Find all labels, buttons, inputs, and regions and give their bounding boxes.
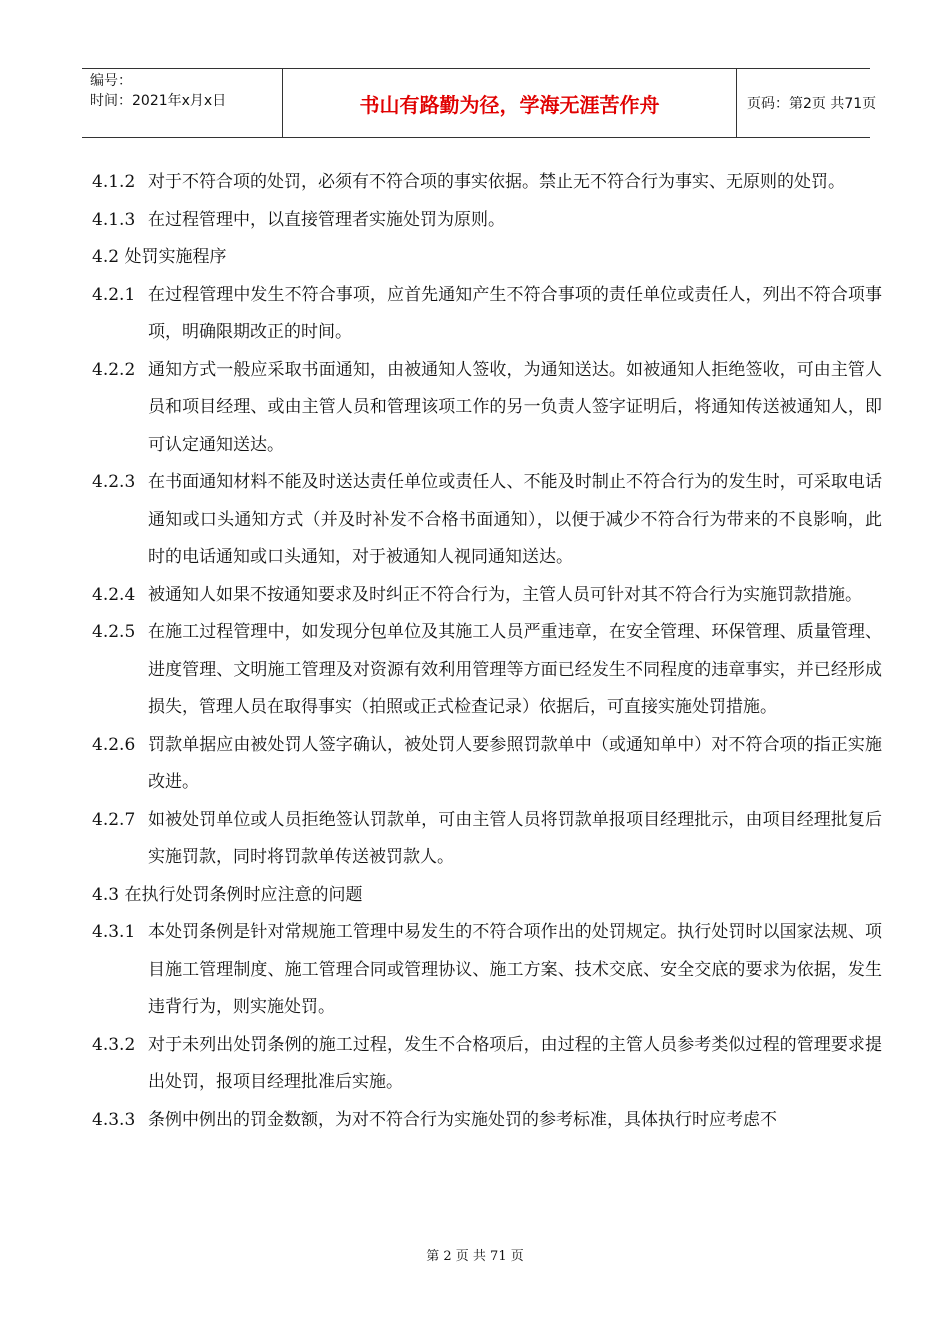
clause-paragraph bbox=[92, 202, 882, 240]
clause-number: 4.3.2 bbox=[92, 1034, 136, 1055]
clause-text: 在施工过程管理中，如发现分包单位及其施工人员严重违章，在安全管理、环保管理、质量管理、进度管理、文明施工管理及对资源有效利用管理等方面已经发生不同程度的违章事实，并已经形成损失，管理人员在取得事实（拍照或正式检查记录）依据后，可直接实施处罚措施。 bbox=[148, 622, 882, 717]
clause-paragraph bbox=[92, 164, 882, 202]
clause-text: 对于未列出处罚条例的施工过程，发生不合格项后，由过程的主管人员参考类似过程的管理要求提出处罚，报项目经理批准后实施。 bbox=[148, 1034, 882, 1092]
clause-number: 4.2.5 bbox=[92, 622, 136, 642]
clause-paragraph bbox=[92, 577, 882, 615]
header-motto: 书山有路勤为径，学海无涯苦作舟 bbox=[282, 69, 737, 137]
clause-number: 4.2.3 bbox=[92, 472, 136, 492]
page-header bbox=[82, 68, 877, 138]
clause-text: 对于不符合项的处罚，必须有不符合项的事实依据。禁止无不符合行为事实、无原则的处罚。 bbox=[148, 172, 845, 192]
clause-text: 在书面通知材料不能及时送达责任单位或责任人、不能及时制止不符合行为的发生时，可采取电话通知或口头通知方式（并及时补发不合格书面通知），以便于减少不符合行为带来的不良影响，此时的电话通知或口头通知，对于被通知人视同通知送达。 bbox=[148, 472, 882, 567]
clause-text: 如被处罚单位或人员拒绝签认罚款单，可由主管人员将罚款单报项目经理批示，由项目经理批复后实施罚款，同时将罚款单传送被罚款人。 bbox=[148, 809, 882, 867]
document-body bbox=[92, 164, 882, 1139]
clause-paragraph bbox=[92, 727, 882, 802]
clause-text: 本处罚条例是针对常规施工管理中易发生的不符合项作出的处罚规定。执行处罚时以国家法规、项目施工管理制度、施工管理合同或管理协议、施工方案、技术交底、安全交底的要求为依据，发生违背行为，则实施处罚。 bbox=[148, 922, 882, 1017]
clause-paragraph bbox=[92, 802, 882, 877]
document-date: 时间：2021年x月x日 bbox=[90, 93, 227, 109]
clause-text: 在过程管理中发生不符合事项，应首先通知产生不符合事项的责任单位或责任人，列出不符合项事项，明确限期改正的时间。 bbox=[148, 284, 882, 342]
clause-number: 4.3.3 bbox=[92, 1109, 136, 1130]
clause-number: 4.2.2 bbox=[92, 359, 136, 380]
clause-paragraph bbox=[92, 914, 882, 1027]
clause-number: 4.2.7 bbox=[92, 809, 136, 830]
clause-paragraph bbox=[92, 1027, 882, 1102]
clause-paragraph bbox=[92, 464, 882, 577]
clause-text: 条例中例出的罚金数额，为对不符合行为实施处罚的参考标准，具体执行时应考虑不 bbox=[148, 1109, 777, 1130]
clause-number: 4.3.1 bbox=[92, 922, 136, 942]
clause-number: 4.2.4 bbox=[92, 584, 136, 605]
clause-paragraph bbox=[92, 1102, 882, 1140]
clause-text: 通知方式一般应采取书面通知，由被通知人签收，为通知送达。如被通知人拒绝签收，可由主管人员和项目经理、或由主管人员和管理该项工作的另一负责人签字证明后，将通知传送被通知人，即可认定通知送达。 bbox=[148, 359, 882, 455]
section-heading: 4.2 处罚实施程序 bbox=[92, 247, 227, 267]
header-info bbox=[82, 69, 282, 137]
document-number: 编号： bbox=[90, 73, 132, 89]
clause-number: 4.1.3 bbox=[92, 209, 136, 230]
clause-text: 在过程管理中，以直接管理者实施处罚为原则。 bbox=[148, 209, 505, 230]
clause-text: 被通知人如果不按通知要求及时纠正不符合行为，主管人员可针对其不符合行为实施罚款措施。 bbox=[148, 584, 862, 605]
clause-text: 罚款单据应由被处罚人签字确认，被处罚人要参照罚款单中（或通知单中）对不符合项的指正实施改进。 bbox=[148, 734, 882, 792]
clause-paragraph bbox=[92, 277, 882, 352]
clause-paragraph bbox=[92, 614, 882, 727]
clause-number: 4.1.2 bbox=[92, 172, 136, 192]
section-heading: 4.3 在执行处罚条例时应注意的问题 bbox=[92, 884, 363, 905]
clause-number: 4.2.1 bbox=[92, 284, 136, 305]
clause-number: 4.2.6 bbox=[92, 734, 136, 755]
clause-paragraph bbox=[92, 352, 882, 465]
header-page-number: 页码：第2页 共71页 bbox=[747, 96, 877, 112]
page-footer: 第 2 页 共 71 页 bbox=[426, 1249, 524, 1264]
